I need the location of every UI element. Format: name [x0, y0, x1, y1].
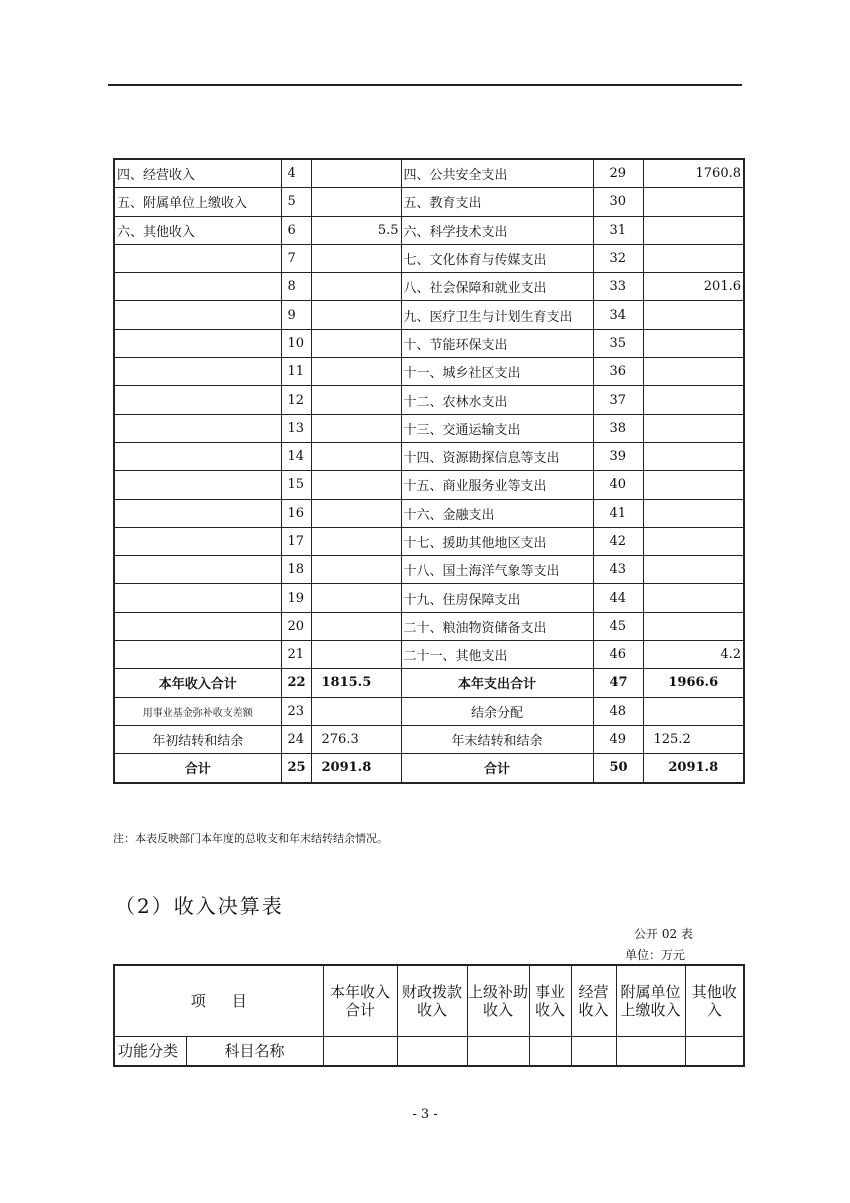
income-item — [114, 471, 281, 499]
expense-item: 六、科学技术支出 — [401, 216, 593, 244]
table-row — [114, 159, 744, 188]
expense-row-no: 37 — [593, 386, 643, 414]
income-amount: 5.5 — [311, 216, 401, 244]
expense-amount — [643, 612, 744, 640]
expense-item: 十六、金融支出 — [401, 499, 593, 527]
expense-amount — [643, 301, 744, 329]
income-item — [114, 612, 281, 640]
table-row — [114, 216, 744, 244]
expense-item: 十二、农林水支出 — [401, 386, 593, 414]
expense-amount: 125.2 — [643, 725, 744, 753]
header-business-income: 事业收入 — [529, 965, 571, 1037]
table-row — [114, 725, 744, 753]
income-amount — [311, 273, 401, 301]
expense-amount — [643, 697, 744, 725]
table-row — [114, 273, 744, 301]
empty-cell — [571, 1037, 616, 1067]
expense-amount — [643, 527, 744, 555]
expense-amount — [643, 386, 744, 414]
income-statement-table — [113, 964, 745, 1067]
header-operating-income: 经营收入 — [571, 965, 616, 1037]
income-amount — [311, 329, 401, 357]
income-row-no: 21 — [281, 641, 311, 669]
empty-cell — [685, 1037, 744, 1067]
income-item: 用事业基金弥补收支差额 — [114, 697, 281, 725]
income-item — [114, 442, 281, 470]
income-amount — [311, 499, 401, 527]
income-row-no: 15 — [281, 471, 311, 499]
expense-amount: 1966.6 — [643, 669, 744, 697]
income-amount — [311, 386, 401, 414]
table-row — [114, 499, 744, 527]
income-row-no: 25 — [281, 754, 311, 783]
subheader-subject-name: 科目名称 — [186, 1037, 323, 1067]
income-item — [114, 556, 281, 584]
expense-item: 十一、城乡社区支出 — [401, 358, 593, 386]
expense-row-no: 36 — [593, 358, 643, 386]
income-row-no: 7 — [281, 244, 311, 272]
expense-amount — [643, 499, 744, 527]
table-row — [114, 556, 744, 584]
income-item — [114, 527, 281, 555]
income-row-no: 16 — [281, 499, 311, 527]
table-row — [114, 301, 744, 329]
income-amount — [311, 471, 401, 499]
expense-row-no: 48 — [593, 697, 643, 725]
expense-item: 五、教育支出 — [401, 188, 593, 216]
income-row-no: 18 — [281, 556, 311, 584]
income-amount — [311, 641, 401, 669]
income-amount — [311, 612, 401, 640]
income-item: 四、经营收入 — [114, 159, 281, 188]
income-amount: 276.3 — [311, 725, 401, 753]
expense-item: 十三、交通运输支出 — [401, 414, 593, 442]
expense-row-no: 44 — [593, 584, 643, 612]
table-row — [114, 641, 744, 669]
income-amount — [311, 358, 401, 386]
expense-item: 十九、住房保障支出 — [401, 584, 593, 612]
expense-item: 十四、资源勘探信息等支出 — [401, 442, 593, 470]
expense-row-no: 41 — [593, 499, 643, 527]
table-row — [114, 386, 744, 414]
expense-amount — [643, 188, 744, 216]
header-rule — [108, 84, 742, 86]
expense-amount — [643, 556, 744, 584]
expense-amount — [643, 216, 744, 244]
expenditure-summary-table — [113, 158, 745, 784]
income-item — [114, 244, 281, 272]
expense-item: 十、节能环保支出 — [401, 329, 593, 357]
table-subheader-row — [114, 1037, 744, 1067]
table-row — [114, 754, 744, 783]
income-amount — [311, 584, 401, 612]
table-row — [114, 244, 744, 272]
income-amount — [311, 159, 401, 188]
header-superior-subsidy: 上级补助收入 — [467, 965, 529, 1037]
expense-item: 九、医疗卫生与计划生育支出 — [401, 301, 593, 329]
income-row-no: 8 — [281, 273, 311, 301]
income-amount — [311, 556, 401, 584]
expense-amount — [643, 329, 744, 357]
income-amount — [311, 697, 401, 725]
income-row-no: 11 — [281, 358, 311, 386]
income-item — [114, 386, 281, 414]
section-heading: （2）收入决算表 — [115, 894, 284, 918]
table-row — [114, 527, 744, 555]
expense-row-no: 46 — [593, 641, 643, 669]
expense-item: 合计 — [401, 754, 593, 783]
empty-cell — [467, 1037, 529, 1067]
expense-row-no: 31 — [593, 216, 643, 244]
table-row — [114, 471, 744, 499]
table-note: 注：本表反映部门本年度的总收支和年末结转结余情况。 — [113, 832, 388, 845]
expense-amount — [643, 471, 744, 499]
income-row-no: 4 — [281, 159, 311, 188]
income-row-no: 17 — [281, 527, 311, 555]
income-row-no: 9 — [281, 301, 311, 329]
income-item — [114, 273, 281, 301]
expense-item: 十五、商业服务业等支出 — [401, 471, 593, 499]
expense-row-no: 40 — [593, 471, 643, 499]
table-row — [114, 669, 744, 697]
income-amount — [311, 188, 401, 216]
expense-row-no: 29 — [593, 159, 643, 188]
empty-cell — [323, 1037, 397, 1067]
expense-row-no: 50 — [593, 754, 643, 783]
income-row-no: 14 — [281, 442, 311, 470]
empty-cell — [529, 1037, 571, 1067]
expense-item: 结余分配 — [401, 697, 593, 725]
expense-row-no: 45 — [593, 612, 643, 640]
income-amount — [311, 527, 401, 555]
income-item: 年初结转和结余 — [114, 725, 281, 753]
subheader-function-class: 功能分类 — [114, 1037, 186, 1067]
income-row-no: 5 — [281, 188, 311, 216]
expense-amount — [643, 584, 744, 612]
page-number: - 3 - — [412, 1107, 438, 1122]
table-row — [114, 584, 744, 612]
table-code: 公开 02 表 — [634, 927, 693, 941]
expense-amount: 4.2 — [643, 641, 744, 669]
income-item: 六、其他收入 — [114, 216, 281, 244]
table-row — [114, 442, 744, 470]
header-project: 项目 — [114, 965, 323, 1037]
expense-item: 十八、国土海洋气象等支出 — [401, 556, 593, 584]
income-row-no: 23 — [281, 697, 311, 725]
income-item: 本年收入合计 — [114, 669, 281, 697]
expense-item: 年末结转和结余 — [401, 725, 593, 753]
table-row — [114, 612, 744, 640]
income-item — [114, 414, 281, 442]
income-amount: 1815.5 — [311, 669, 401, 697]
income-row-no: 19 — [281, 584, 311, 612]
income-amount — [311, 244, 401, 272]
table-row — [114, 414, 744, 442]
expense-amount — [643, 414, 744, 442]
header-affiliate-income: 附属单位上缴收入 — [616, 965, 685, 1037]
expense-row-no: 43 — [593, 556, 643, 584]
expense-row-no: 39 — [593, 442, 643, 470]
expense-amount — [643, 358, 744, 386]
income-item — [114, 358, 281, 386]
header-total-income: 本年收入合计 — [323, 965, 397, 1037]
income-row-no: 22 — [281, 669, 311, 697]
expense-amount — [643, 442, 744, 470]
expense-item: 四、公共安全支出 — [401, 159, 593, 188]
expense-item: 二十一、其他支出 — [401, 641, 593, 669]
income-item — [114, 329, 281, 357]
table-row — [114, 358, 744, 386]
expense-row-no: 38 — [593, 414, 643, 442]
income-item — [114, 301, 281, 329]
expense-row-no: 42 — [593, 527, 643, 555]
income-amount — [311, 442, 401, 470]
income-amount: 2091.8 — [311, 754, 401, 783]
expense-amount: 1760.8 — [643, 159, 744, 188]
income-row-no: 13 — [281, 414, 311, 442]
header-fiscal-appropriation: 财政拨款收入 — [397, 965, 467, 1037]
expense-item: 七、文化体育与传媒支出 — [401, 244, 593, 272]
expense-row-no: 49 — [593, 725, 643, 753]
header-other-income: 其他收入 — [685, 965, 744, 1037]
table-row — [114, 188, 744, 216]
expense-amount: 201.6 — [643, 273, 744, 301]
expense-amount — [643, 244, 744, 272]
table-header-row — [114, 965, 744, 1037]
income-item — [114, 499, 281, 527]
income-row-no: 12 — [281, 386, 311, 414]
table-row — [114, 329, 744, 357]
expense-item: 本年支出合计 — [401, 669, 593, 697]
expense-item: 八、社会保障和就业支出 — [401, 273, 593, 301]
expense-row-no: 33 — [593, 273, 643, 301]
income-row-no: 20 — [281, 612, 311, 640]
expense-row-no: 32 — [593, 244, 643, 272]
unit-label: 单位：万元 — [625, 948, 686, 962]
income-row-no: 10 — [281, 329, 311, 357]
income-item: 五、附属单位上缴收入 — [114, 188, 281, 216]
income-amount — [311, 414, 401, 442]
income-row-no: 6 — [281, 216, 311, 244]
expense-row-no: 34 — [593, 301, 643, 329]
expense-row-no: 35 — [593, 329, 643, 357]
table-row — [114, 697, 744, 725]
empty-cell — [397, 1037, 467, 1067]
expense-row-no: 30 — [593, 188, 643, 216]
income-item — [114, 641, 281, 669]
expense-item: 十七、援助其他地区支出 — [401, 527, 593, 555]
empty-cell — [616, 1037, 685, 1067]
expense-row-no: 47 — [593, 669, 643, 697]
income-amount — [311, 301, 401, 329]
income-row-no: 24 — [281, 725, 311, 753]
expense-item: 二十、粮油物资储备支出 — [401, 612, 593, 640]
income-item — [114, 584, 281, 612]
expense-amount: 2091.8 — [643, 754, 744, 783]
income-item: 合计 — [114, 754, 281, 783]
